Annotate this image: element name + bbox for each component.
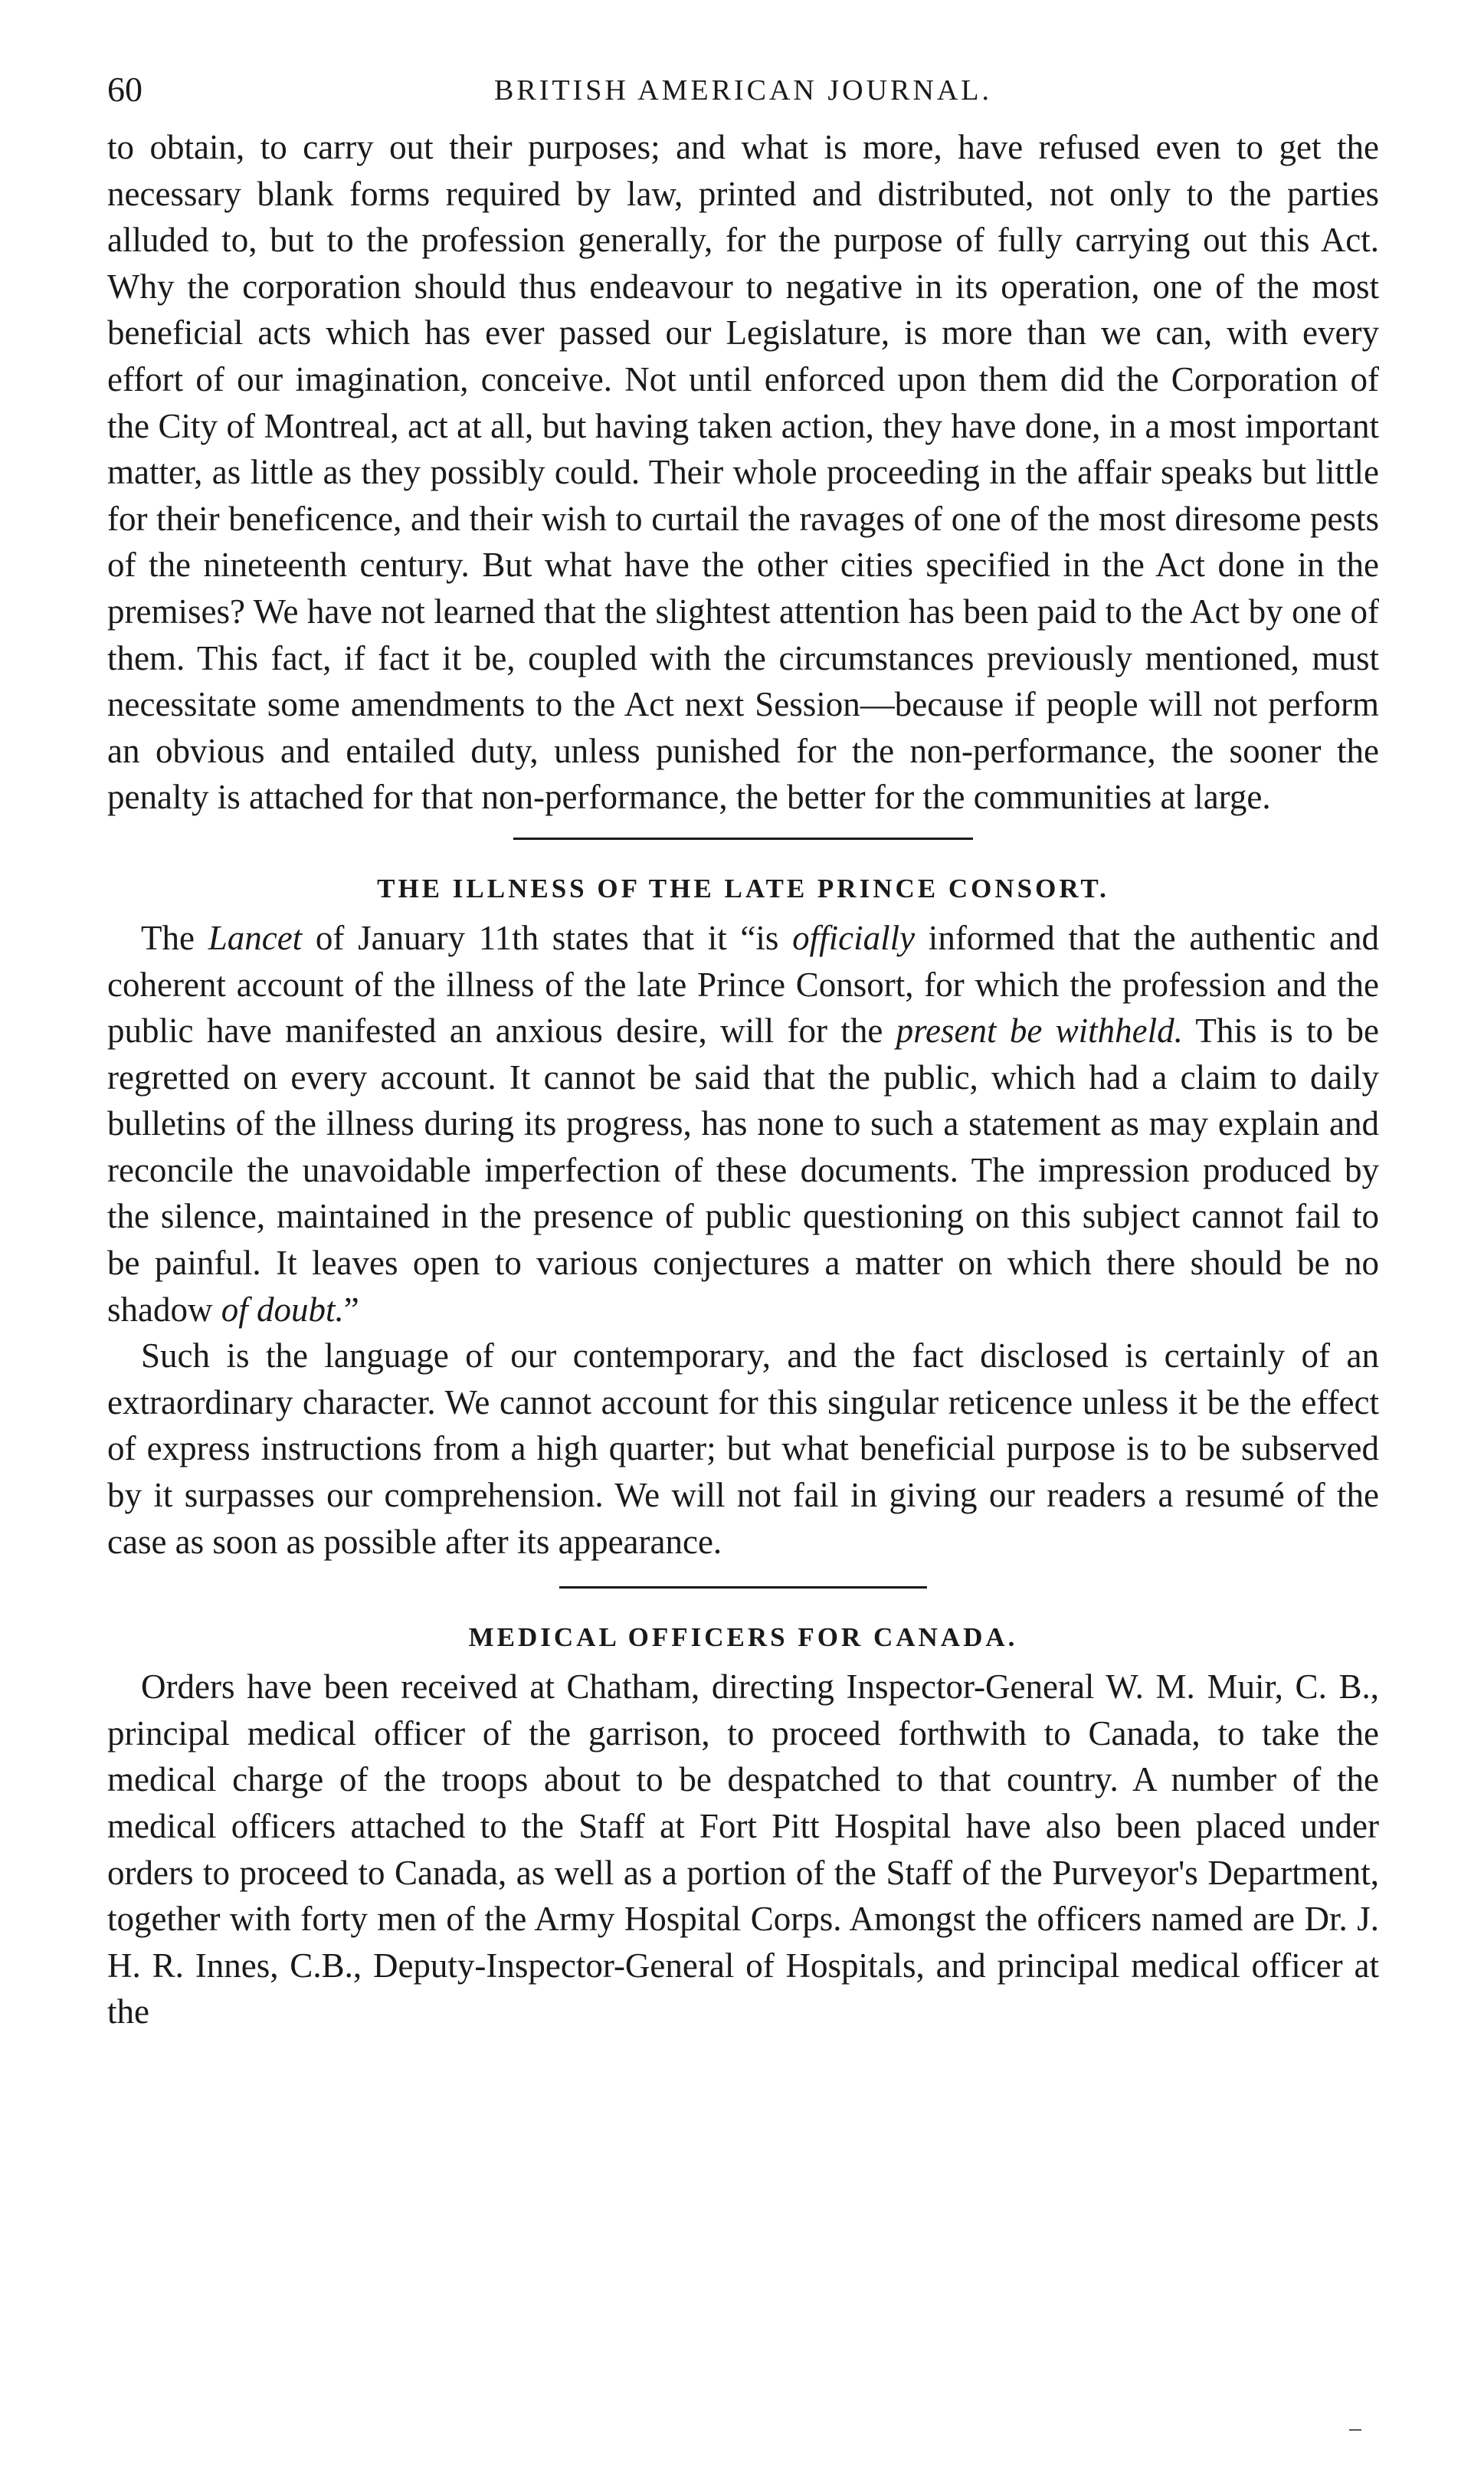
prince-consort-paragraph-2: Such is the language of our contemporary, and the fact disclosed is certainly of an extraordinary character. We cannot account for this singular reticence unless it be the effect of express instructions from a high quarter; but what beneficial purpose is to be subserved by it surpasses our comprehension. We will not fail in giving our readers a resumé of the case as soon as possible after its appearance.	[107, 1336, 1379, 1561]
footer-mark	[1349, 2429, 1361, 2431]
text-run: This is to be regretted on every account. It cannot be said that the public, which had a claim to daily bulletins of the illness during its progress, has none to such a statement as may explain and reconcile the unavoidable imperfection of these documents. The impression produced by the silence, maintained in the presence of public questioning on this subject cannot fail to be painful. It leaves open to various conjectures a matter on which there should be no shadow	[107, 1012, 1379, 1329]
section-divider	[513, 838, 973, 840]
text-run: The	[141, 918, 208, 957]
text-run: ”	[343, 1290, 359, 1329]
medical-officers-paragraph: Orders have been received at Chatham, directing Inspector-General W. M. Muir, C. B., principal medical officer of the garrison, to proceed forthwith to Canada, to take the medical charge of the troops about to be despatched to that country. A number of the medical officers attached to the Staff at Fort Pitt Hospital have also been placed under orders to proceed to Canada, as well as a portion of the Staff of the Purveyor's Department, together with forty men of the Army Hospital Corps. Amongst the officers named are Dr. J. H. R. Innes, C.B., Deputy-Inspector-General of Hospitals, and principal medical officer at the	[107, 1667, 1379, 2031]
continuation-paragraph: to obtain, to carry out their purposes; and what is more, have refused even to get the necessary blank forms required by law, printed and distributed, not only to the parties alluded to, but to the profession generally, for the purpose of fully carrying out this Act. Why the corporation should thus endeavour to negative in its operation, one of the most beneficial acts which has ever passed our Legislature, is more than we can, with every effort of our imagination, conceive. Not until enforced upon them did the Corporation of the City of Montreal, act at all, but having taken action, they have done, in a most important matter, as little as they possibly could. Their whole proceeding in the affair speaks but little for their beneficence, and their wish to curtail the ravages of one of the most diresome pests of the nineteenth century. But what have the other cities specified in the Act done in the premises? We have not learned that the slightest attention has been paid to the Act by one of them. This fact, if fact it be, coupled with the circumstances previously mentioned, must necessitate some amendments to the Act next Session—because if people will not perform an obvious and entailed duty, unless punished for the non-performance, the sooner the penalty is attached for that non-performance, the better for the communities at large.	[107, 128, 1379, 817]
journal-page	[107, 69, 1379, 2035]
running-head	[107, 69, 1379, 124]
italic-run: of doubt.	[221, 1290, 344, 1329]
prince-consort-paragraph-1	[107, 915, 1379, 1333]
journal-title: BRITISH AMERICAN JOURNAL.	[494, 74, 992, 107]
text-run: informed that the authentic and coherent account of the illness of the late Prince Consort, for which the profession and the public have manifested an anxious desire, will for the	[107, 918, 1379, 1051]
italic-run: officially	[792, 918, 916, 957]
italic-run: Lancet	[208, 918, 303, 957]
section-title-medical-officers: MEDICAL OFFICERS FOR CANADA.	[468, 1622, 1018, 1653]
text-run: of January 11th states that it “is	[302, 918, 793, 957]
italic-run: present be withheld.	[896, 1012, 1183, 1051]
section-divider	[559, 1586, 927, 1589]
page-number: 60	[107, 70, 143, 109]
section-title-prince-consort: THE ILLNESS OF THE LATE PRINCE CONSORT.	[377, 873, 1109, 903]
